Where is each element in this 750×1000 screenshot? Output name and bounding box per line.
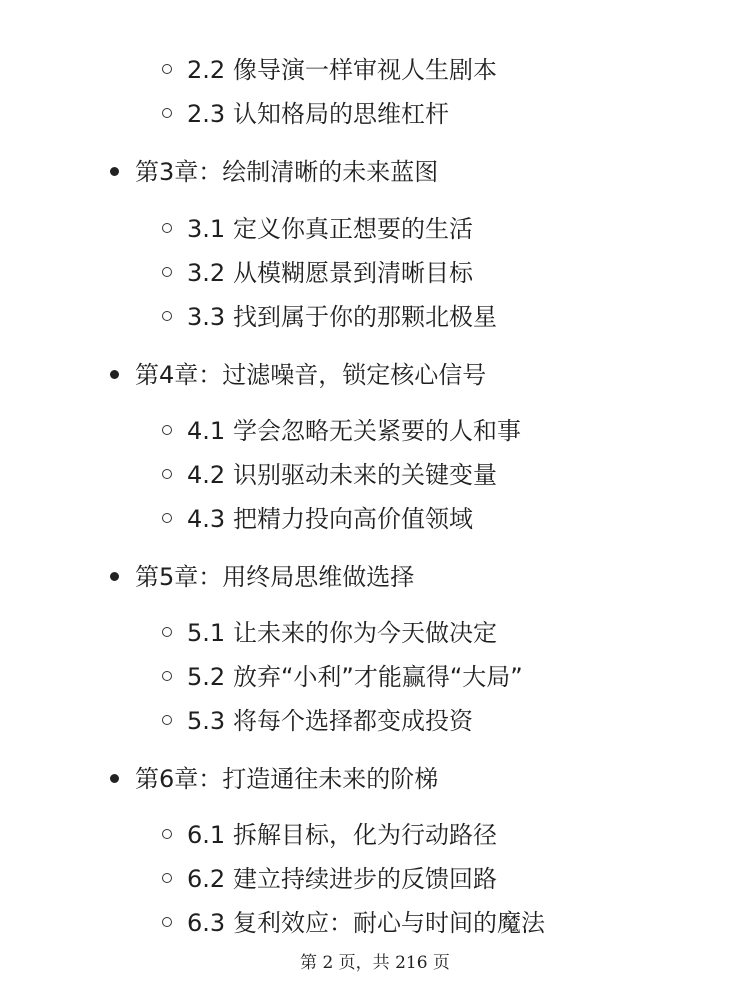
section-number: 4.3	[187, 505, 226, 533]
chapter-title: 第4章：过滤噪音，锁定核心信号	[135, 361, 487, 389]
hollow-circle-bullet-icon	[162, 671, 172, 681]
section-title: 从模糊愿景到清晰目标	[233, 259, 473, 287]
hollow-circle-bullet-icon	[162, 425, 172, 435]
hollow-circle-bullet-icon	[162, 469, 172, 479]
section-number: 4.1	[187, 417, 226, 445]
section-number: 5.3	[187, 707, 226, 735]
section-number: 5.1	[187, 619, 226, 647]
section-number: 2.2	[187, 56, 226, 84]
hollow-circle-bullet-icon	[162, 311, 172, 321]
section-number: 6.3	[187, 909, 226, 937]
section-title: 让未来的你为今天做决定	[233, 619, 497, 647]
hollow-circle-bullet-icon	[162, 108, 172, 118]
filled-disc-bullet-icon	[110, 774, 119, 783]
chapter-title: 第6章：打造通往未来的阶梯	[135, 765, 439, 793]
chapter-title: 第5章：用终局思维做选择	[135, 563, 415, 591]
section-title: 建立持续进步的反馈回路	[233, 865, 497, 893]
section-title: 把精力投向高价值领域	[233, 505, 473, 533]
hollow-circle-bullet-icon	[162, 873, 172, 883]
section-number: 3.2	[187, 259, 226, 287]
section-title: 放弃“小利”才能赢得“大局”	[233, 663, 523, 691]
section-number: 6.1	[187, 821, 226, 849]
hollow-circle-bullet-icon	[162, 829, 172, 839]
section-title: 识别驱动未来的关键变量	[233, 461, 497, 489]
filled-disc-bullet-icon	[110, 370, 119, 379]
hollow-circle-bullet-icon	[162, 513, 172, 523]
section-title: 复利效应：耐心与时间的魔法	[233, 909, 545, 937]
section-number: 3.1	[187, 215, 226, 243]
hollow-circle-bullet-icon	[162, 627, 172, 637]
hollow-circle-bullet-icon	[162, 917, 172, 927]
section-number: 5.2	[187, 663, 226, 691]
section-number: 6.2	[187, 865, 226, 893]
page-number-footer: 第 2 页，共 216 页	[300, 953, 450, 973]
filled-disc-bullet-icon	[110, 167, 119, 176]
section-number: 4.2	[187, 461, 226, 489]
section-title: 定义你真正想要的生活	[233, 215, 473, 243]
hollow-circle-bullet-icon	[162, 715, 172, 725]
section-title: 将每个选择都变成投资	[233, 707, 473, 735]
section-number: 2.3	[187, 100, 226, 128]
section-title: 像导演一样审视人生剧本	[233, 56, 497, 84]
section-title: 拆解目标，化为行动路径	[233, 821, 497, 849]
section-title: 学会忽略无关紧要的人和事	[233, 417, 521, 445]
chapter-title: 第3章：绘制清晰的未来蓝图	[135, 158, 439, 186]
filled-disc-bullet-icon	[110, 572, 119, 581]
hollow-circle-bullet-icon	[162, 267, 172, 277]
section-title: 找到属于你的那颗北极星	[233, 303, 497, 331]
section-title: 认知格局的思维杠杆	[233, 100, 449, 128]
hollow-circle-bullet-icon	[162, 223, 172, 233]
hollow-circle-bullet-icon	[162, 64, 172, 74]
section-number: 3.3	[187, 303, 226, 331]
